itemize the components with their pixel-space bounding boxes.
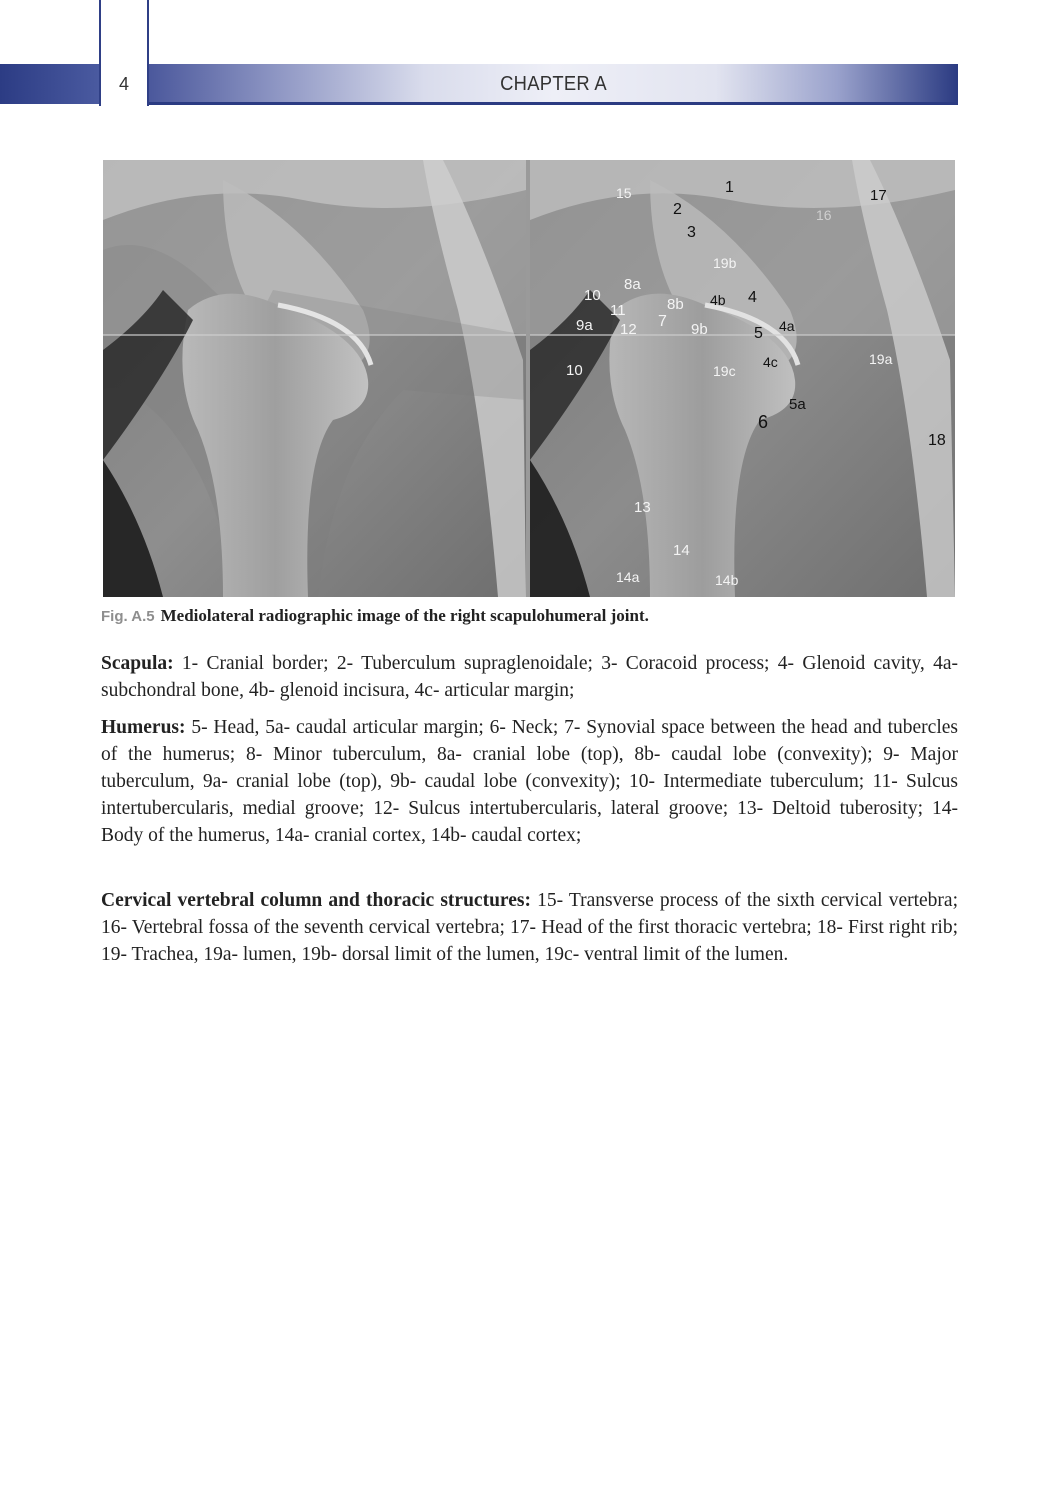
label-14b: 14b xyxy=(715,572,739,588)
label-7: 7 xyxy=(658,313,667,330)
label-2: 2 xyxy=(673,201,682,218)
page-number: 4 xyxy=(118,74,129,94)
radiograph-right-image xyxy=(530,160,955,597)
paragraph-cervical xyxy=(101,887,958,968)
paragraph-scapula xyxy=(101,650,958,704)
label-4a: 4a xyxy=(779,318,795,334)
label-16: 16 xyxy=(816,207,832,223)
label-19a: 19a xyxy=(869,351,893,367)
label-4: 4 xyxy=(748,289,757,306)
label-11: 11 xyxy=(610,302,626,319)
heading-humerus: Humerus: xyxy=(101,717,186,738)
label-3: 3 xyxy=(687,224,696,241)
label-10-top: 10 xyxy=(584,287,601,304)
text-humerus: 5- Head, 5a- caudal articular margin; 6- Neck; 7- Synovial space between the head and tubercles of the humerus; 8- Minor tuberculum, 8a- cranial lobe (top), 8b- caudal lobe (convexity); 9- Major tuberculum, 9a- cranial lobe (top), 9b- caudal lobe (convexity); 10- Intermediate tuberculum; 11- Sulcus intertubercularis, medial groove; 12- Sulcus intertubercularis, lateral groove; 13- Deltoid tuberosity; 14- Body of the humerus, 14a- cranial cortex, 14b- caudal cortex; xyxy=(101,717,958,846)
figure-label: Fig. A.5 xyxy=(101,608,155,625)
label-5a: 5a xyxy=(789,396,806,413)
label-4b: 4b xyxy=(710,292,726,308)
label-1: 1 xyxy=(725,179,734,196)
radiograph-right-panel xyxy=(530,160,955,597)
label-17: 17 xyxy=(870,187,887,204)
label-14: 14 xyxy=(673,542,690,559)
heading-cervical: Cervical vertebral column and thoracic structures: xyxy=(101,890,531,911)
label-10-bottom: 10 xyxy=(566,362,583,379)
label-8a: 8a xyxy=(624,276,641,293)
heading-scapula: Scapula: xyxy=(101,653,174,674)
label-14a: 14a xyxy=(616,569,640,585)
text-scapula: 1- Cranial border; 2- Tuberculum supraglenoidale; 3- Coracoid process; 4- Glenoid cavity, 4a- subchondral bone, 4b- glenoid incisura, 4c- articular margin; xyxy=(101,653,958,701)
chapter-title: CHAPTER A xyxy=(500,73,607,95)
header-rule-right xyxy=(147,0,149,106)
label-18: 18 xyxy=(928,432,946,449)
radiograph-left-image xyxy=(103,160,526,597)
label-9a: 9a xyxy=(576,317,593,334)
label-9b: 9b xyxy=(691,321,708,338)
label-8b: 8b xyxy=(667,296,684,313)
label-19c: 19c xyxy=(713,363,736,379)
text-cervical: 15- Transverse process of the sixth cervical vertebra; 16- Vertebral fossa of the seventh cervical vertebra; 17- Head of the first thoracic vertebra; 18- First right rib; 19- Trachea, 19a- lumen, 19b- dorsal limit of the lumen, 19c- ventral limit of the lumen. xyxy=(101,890,958,965)
label-6: 6 xyxy=(758,412,769,432)
label-13: 13 xyxy=(634,499,651,516)
label-5: 5 xyxy=(754,325,763,342)
header-band-left xyxy=(0,64,99,104)
label-19b: 19b xyxy=(713,255,737,271)
label-12: 12 xyxy=(620,321,637,338)
radiograph-left-panel xyxy=(103,160,526,597)
radiograph-figure xyxy=(103,160,955,597)
label-15: 15 xyxy=(616,185,632,201)
paragraph-humerus xyxy=(101,714,958,849)
figure-caption-text: Mediolateral radiographic image of the right scapulohumeral joint. xyxy=(160,606,649,625)
label-4c: 4c xyxy=(763,354,778,370)
figure-caption xyxy=(101,606,961,626)
